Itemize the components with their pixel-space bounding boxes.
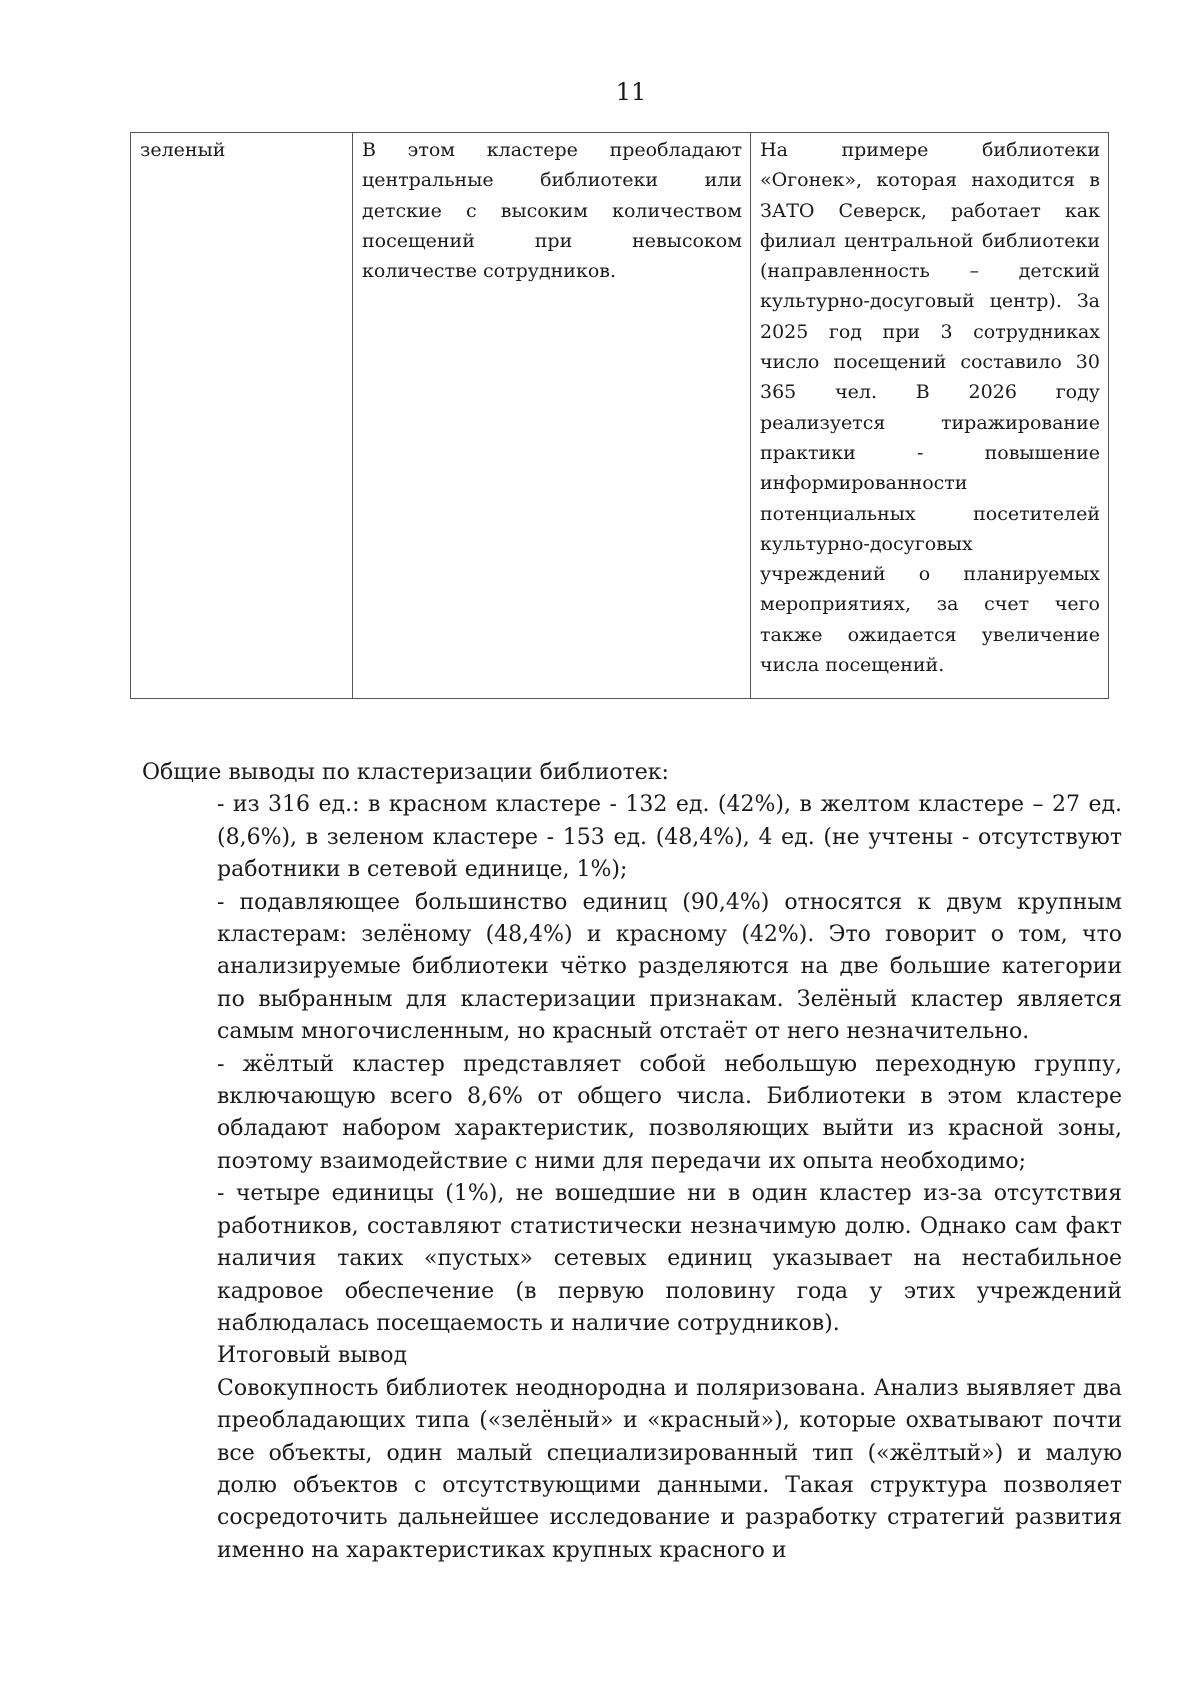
conclusion-item: - жёлтый кластер представляет собой небольшую переходную группу, включающую всего 8,6% от общего числа. Библиотеки в этом кластере обладают набором характеристик, позволяющих выйти из красной зоны, поэтому взаимодействие с ними для передачи их опыта необходимо;: [217, 1051, 1122, 1174]
conclusions-section: [142, 757, 1122, 1567]
page-number: 11: [615, 78, 647, 106]
conclusion-item: - подавляющее большинство единиц (90,4%) относятся к двум крупным кластерам: зелёному (48,4%) и красному (42%). Это говорит о том, что анализируемые библиотеки чётко разделяются на две большие категории по выбранным для кластеризации признакам. Зелёный кластер является самым многочисленным, но красный отстаёт от него незначительно.: [217, 889, 1122, 1045]
cluster-name-cell: зеленый: [131, 133, 353, 699]
conclusions-list: [217, 789, 1122, 1567]
cluster-table: [130, 132, 1109, 699]
cluster-description-cell: В этом кластере преобладают центральные библиотеки или детские с высоким количеством посещений при невысоком количестве сотрудников.: [353, 133, 751, 699]
conclusion-item: - из 316 ед.: в красном кластере - 132 ед. (42%), в желтом кластере – 27 ед. (8,6%), в зеленом кластере - 153 ед. (48,4%), 4 ед. (не учтены - отсутствуют работники в сетевой единице, 1%);: [217, 792, 1122, 883]
conclusions-heading: Общие выводы по кластеризации библиотек:: [142, 760, 669, 785]
final-conclusion-text: Совокупность библиотек неоднородна и поляризована. Анализ выявляет два преобладающих типа («зелёный» и «красный»), которые охватывают почти все объекты, один малый специализированный тип («жёлтый») и малую долю объектов с отсутствующими данными. Такая структура позволяет сосредоточить дальнейшее исследование и разработку стратегий развития именно на характеристиках крупных красного и: [217, 1375, 1122, 1563]
final-conclusion-heading: Итоговый вывод: [217, 1343, 407, 1369]
conclusion-item: - четыре единицы (1%), не вошедшие ни в один кластер из-за отсутствия работников, составляют статистически незначимую долю. Однако сам факт наличия таких «пустых» сетевых единиц указывает на нестабильное кадровое обеспечение (в первую половину года у этих учреждений наблюдалась посещаемость и наличие сотрудников).: [217, 1181, 1122, 1336]
table-row: [131, 133, 1109, 699]
cluster-example-cell: На примере библиотеки «Огонек», которая находится в ЗАТО Северск, работает как филиал центральной библиотеки (направленность – детский культурно-досуговый центр). За 2025 год при 3 сотрудниках число посещений составило 30 365 чел. В 2026 году реализуется тиражирование практики - повышение информированности потенциальных посетителей культурно-досуговых учреждений о планируемых мероприятиях, за счет чего также ожидается увеличение числа посещений.: [751, 133, 1109, 699]
